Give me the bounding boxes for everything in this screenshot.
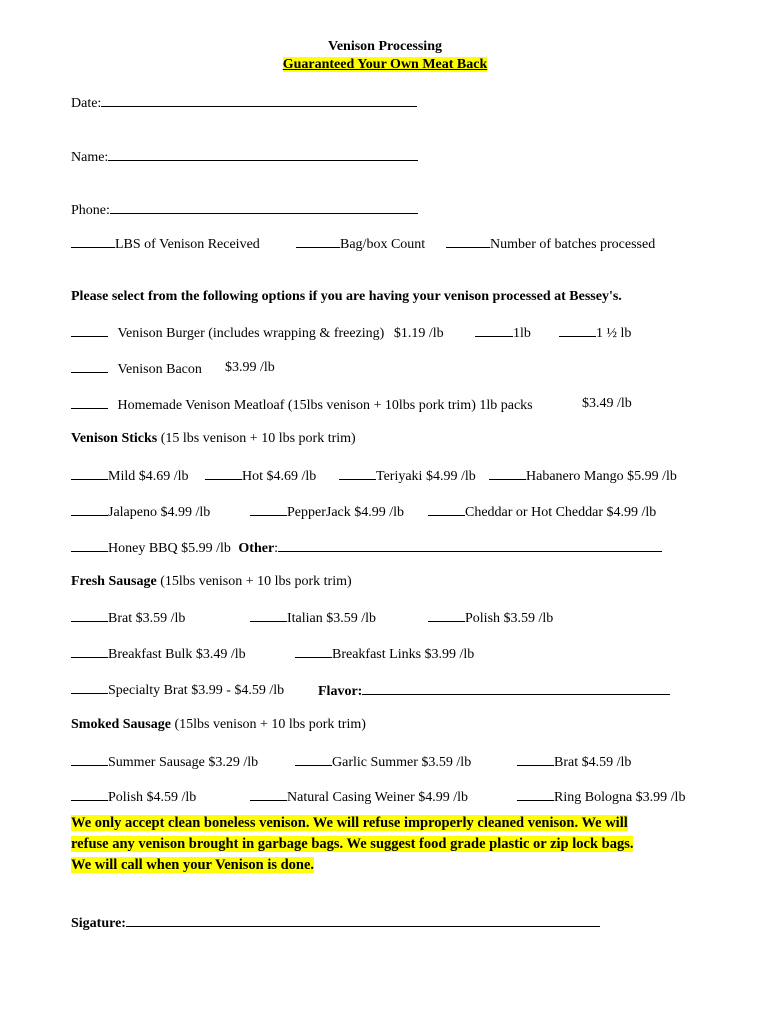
smoked-heading: Smoked Sausage — [71, 717, 171, 732]
smoked-weiner-label: Natural Casing Weiner $4.99 /lb — [287, 790, 468, 805]
date-line[interactable] — [101, 92, 417, 107]
burger-1half-label: 1 ½ lb — [596, 326, 632, 341]
fresh-heading: Fresh Sausage — [71, 574, 157, 589]
burger-1half-option[interactable] — [559, 323, 631, 343]
notice-line-1-text: We only accept clean boneless venison. We will refuse improperly cleaned venison. We will — [71, 815, 628, 831]
meatloaf-price: $3.49 /lb — [582, 396, 632, 411]
burger-1half-blank[interactable] — [559, 323, 596, 337]
stick-cheddar-option[interactable] — [428, 502, 656, 522]
smoked-heading-row — [71, 716, 366, 734]
burger-1lb-label: 1lb — [513, 326, 531, 341]
fresh-italian-blank[interactable] — [250, 608, 287, 622]
stick-pepperjack-label: PepperJack $4.99 /lb — [287, 505, 405, 520]
bacon-option[interactable] — [71, 359, 202, 379]
smoked-polish-option[interactable] — [71, 787, 196, 807]
smoked-note: (15lbs venison + 10 lbs pork trim) — [174, 717, 366, 732]
burger-blank[interactable] — [71, 323, 108, 337]
fresh-italian-option[interactable] — [250, 608, 376, 628]
stick-mild-option[interactable] — [71, 466, 189, 486]
notice-line-2-text: refuse any venison brought in garbage bags. We suggest food grade plastic or zip lock bags. — [71, 836, 634, 852]
fresh-flavor-line[interactable] — [362, 680, 670, 695]
stick-cheddar-blank[interactable] — [428, 502, 465, 516]
smoked-summer-blank[interactable] — [71, 752, 108, 766]
phone-line[interactable] — [110, 199, 418, 214]
burger-label: Venison Burger (includes wrapping & freezing) — [117, 326, 385, 341]
smoked-weiner-option[interactable] — [250, 787, 468, 807]
stick-teriyaki-blank[interactable] — [339, 466, 376, 480]
fresh-polish-label: Polish $3.59 /lb — [465, 611, 554, 626]
bag-count-field[interactable] — [296, 234, 425, 254]
fresh-heading-row — [71, 573, 352, 591]
phone-label: Phone: — [71, 203, 110, 218]
fresh-flavor-field[interactable] — [318, 680, 670, 701]
sticks-heading-row — [71, 430, 356, 448]
fresh-specialty-label: Specialty Brat $3.99 - $4.59 /lb — [108, 683, 285, 698]
stick-jalapeno-label: Jalapeno $4.99 /lb — [108, 505, 211, 520]
fresh-breakfast-bulk-option[interactable] — [71, 644, 246, 664]
intro-text: Please select from the following options if you are having your venison processed at Bessey's. — [71, 289, 622, 304]
notice-line-3-text: We will call when your Venison is done. — [71, 857, 315, 873]
smoked-brat-option[interactable] — [517, 752, 631, 772]
bag-count-label: Bag/box Count — [340, 237, 426, 252]
name-label: Name: — [71, 150, 109, 165]
burger-1lb-blank[interactable] — [475, 323, 513, 337]
fresh-breakfast-links-blank[interactable] — [295, 644, 332, 658]
sticks-heading: Venison Sticks — [71, 431, 158, 446]
batches-label: Number of batches processed — [490, 237, 656, 252]
stick-pepperjack-option[interactable] — [250, 502, 404, 522]
form-subtitle-wrap — [0, 56, 770, 74]
bacon-blank[interactable] — [71, 359, 108, 373]
stick-other-colon: : — [274, 541, 279, 556]
burger-price: $1.19 /lb — [393, 326, 444, 341]
lbs-received-blank[interactable] — [71, 234, 115, 248]
meatloaf-blank[interactable] — [71, 395, 108, 409]
signature-line[interactable] — [126, 912, 600, 927]
smoked-brat-label: Brat $4.59 /lb — [554, 755, 632, 770]
batches-blank[interactable] — [446, 234, 490, 248]
fresh-brat-option[interactable] — [71, 608, 185, 628]
date-field[interactable] — [71, 92, 417, 113]
name-field[interactable] — [71, 146, 418, 167]
fresh-breakfast-bulk-blank[interactable] — [71, 644, 108, 658]
fresh-italian-label: Italian $3.59 /lb — [287, 611, 377, 626]
smoked-garlic-label: Garlic Summer $3.59 /lb — [332, 755, 472, 770]
meatloaf-option[interactable] — [71, 395, 533, 415]
smoked-bologna-blank[interactable] — [517, 787, 554, 801]
bag-count-blank[interactable] — [296, 234, 340, 248]
batches-field[interactable] — [446, 234, 655, 254]
smoked-polish-label: Polish $4.59 /lb — [108, 790, 197, 805]
signature-field[interactable] — [71, 912, 600, 933]
stick-habanero-label: Habanero Mango $5.99 /lb — [526, 469, 677, 484]
stick-hot-option[interactable] — [205, 466, 316, 486]
signature-label: Sigature: — [71, 916, 126, 931]
fresh-brat-label: Brat $3.59 /lb — [108, 611, 186, 626]
smoked-summer-label: Summer Sausage $3.29 /lb — [108, 755, 259, 770]
stick-jalapeno-option[interactable] — [71, 502, 210, 522]
stick-honeybbq-option[interactable] — [71, 537, 662, 558]
stick-pepperjack-blank[interactable] — [250, 502, 287, 516]
stick-honeybbq-label: Honey BBQ $5.99 /lb — [108, 541, 231, 556]
sticks-note: (15 lbs venison + 10 lbs pork trim) — [160, 431, 356, 446]
notice-line-3 — [71, 855, 691, 876]
stick-habanero-blank[interactable] — [489, 466, 526, 480]
fresh-specialty-blank[interactable] — [71, 680, 108, 694]
smoked-polish-blank[interactable] — [71, 787, 108, 801]
smoked-bologna-option[interactable] — [517, 787, 685, 807]
stick-hot-blank[interactable] — [205, 466, 242, 480]
stick-jalapeno-blank[interactable] — [71, 502, 108, 516]
stick-teriyaki-label: Teriyaki $4.99 /lb — [376, 469, 476, 484]
bacon-price: $3.99 /lb — [225, 360, 275, 375]
stick-habanero-option[interactable] — [489, 466, 677, 486]
stick-mild-blank[interactable] — [71, 466, 108, 480]
stick-honeybbq-blank[interactable] — [71, 538, 108, 552]
stick-hot-label: Hot $4.69 /lb — [242, 469, 317, 484]
notice-line-1 — [71, 813, 691, 834]
stick-mild-label: Mild $4.69 /lb — [108, 469, 189, 484]
stick-other-label: Other — [238, 541, 275, 556]
fresh-flavor-label: Flavor: — [318, 684, 363, 699]
fresh-note: (15lbs venison + 10 lbs pork trim) — [160, 574, 352, 589]
fresh-polish-blank[interactable] — [428, 608, 465, 622]
notice-line-2 — [71, 834, 691, 855]
fresh-breakfast-links-label: Breakfast Links $3.99 /lb — [332, 647, 475, 662]
name-line[interactable] — [108, 146, 418, 161]
stick-other-line[interactable] — [278, 537, 662, 552]
form-title: Venison Processing — [328, 39, 442, 54]
meatloaf-label: Homemade Venison Meatloaf (15lbs venison + 10lbs pork trim) 1lb packs — [117, 398, 533, 413]
fresh-brat-blank[interactable] — [71, 608, 108, 622]
smoked-bologna-label: Ring Bologna $3.99 /lb — [554, 790, 686, 805]
bacon-label: Venison Bacon — [117, 362, 202, 377]
lbs-received-field[interactable] — [71, 234, 260, 254]
smoked-brat-blank[interactable] — [517, 752, 554, 766]
stick-teriyaki-option[interactable] — [339, 466, 476, 486]
lbs-received-label: LBS of Venison Received — [115, 237, 260, 252]
notice-block — [71, 813, 691, 876]
fresh-polish-option[interactable] — [428, 608, 553, 628]
fresh-specialty-option[interactable] — [71, 680, 284, 700]
form-subtitle: Guaranteed Your Own Meat Back — [282, 57, 488, 72]
burger-option[interactable] — [71, 323, 444, 343]
burger-1lb-option[interactable] — [475, 323, 531, 343]
phone-field[interactable] — [71, 199, 418, 220]
smoked-weiner-blank[interactable] — [250, 787, 287, 801]
smoked-summer-option[interactable] — [71, 752, 258, 772]
smoked-garlic-blank[interactable] — [295, 752, 332, 766]
fresh-breakfast-links-option[interactable] — [295, 644, 474, 664]
stick-cheddar-label: Cheddar or Hot Cheddar $4.99 /lb — [465, 505, 657, 520]
smoked-garlic-option[interactable] — [295, 752, 471, 772]
date-label: Date: — [71, 96, 102, 111]
fresh-breakfast-bulk-label: Breakfast Bulk $3.49 /lb — [108, 647, 246, 662]
